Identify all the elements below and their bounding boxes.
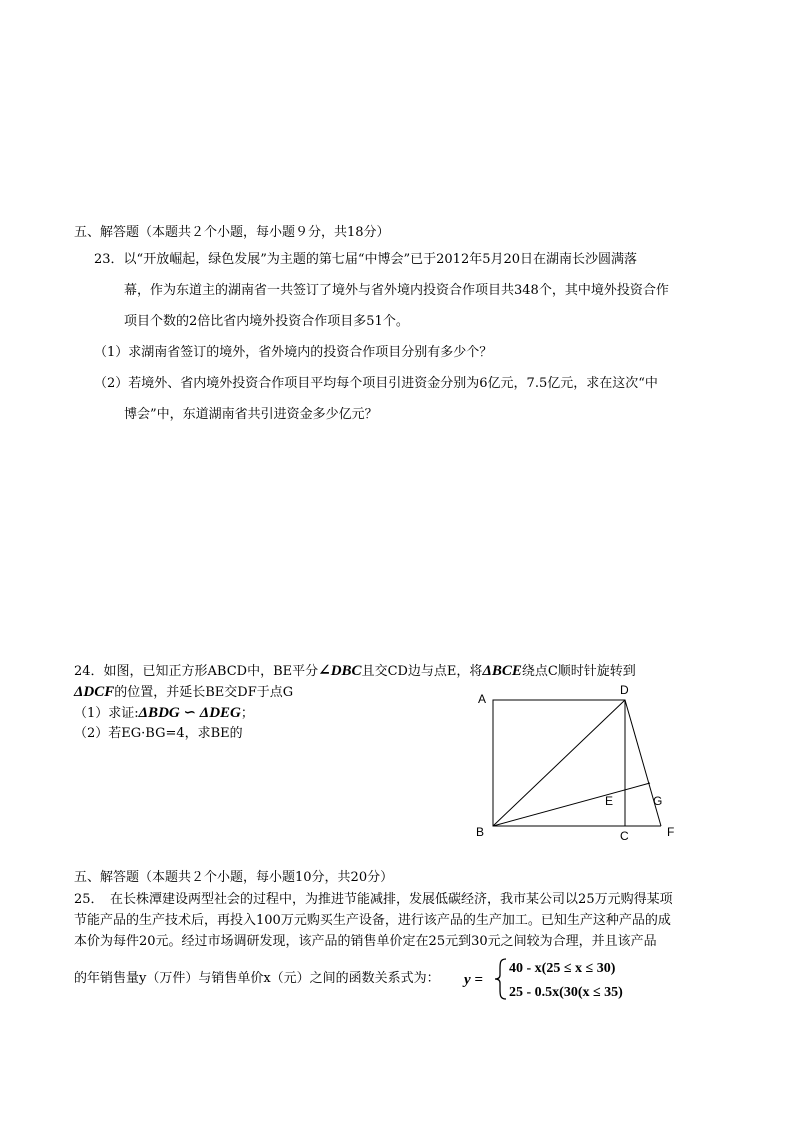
q24-line-2	[74, 684, 293, 701]
q25-line-1: 25． 在长株潭建设两型社会的过程中，为推进节能减排，发展低碳经济，我市某公司以25万元购得某项	[74, 892, 673, 907]
similar-triangles-math: ΔBDG ∽ ΔDEG	[138, 705, 241, 721]
formula-case-2: 25 - 0.5x(30(x ≤ 35)	[509, 985, 623, 1000]
q23-line-1: 23．以“开放崛起，绿色发展”为主题的第七届“中博会”已于2012年5月20日在湖南长沙圆满落	[94, 252, 638, 267]
label-f: F	[667, 825, 675, 839]
section-heading-first: 五、解答题（本题共２个小题，每小题９分，共18分）	[74, 225, 390, 240]
q24-line-1-text-b: 且交CD边与点E，将	[361, 664, 483, 679]
label-c: C	[620, 829, 629, 843]
formula-lhs: y =	[464, 972, 483, 988]
geometry-figure	[470, 680, 690, 845]
q25-line-3: 本价为每件20元。经过市场调研发现，该产品的销售单价定在25元到30元之间较为合理，并且该产品	[74, 934, 657, 949]
triangle-dcf-math: ΔDCF	[74, 684, 115, 700]
piecewise-formula	[462, 955, 662, 1003]
q24-subquestion-2: （2）若EG·BG=4，求BE的	[74, 726, 243, 741]
q24-line-1-text-c: 绕点C顺时针旋转到	[521, 664, 636, 679]
q24-sub1-end: ；	[240, 706, 254, 721]
triangle-bce-math: ΔBCE	[482, 663, 522, 679]
segment-bg	[493, 783, 650, 826]
q23-subquestion-1: （1）求湖南省签订的境外，省外境内的投资合作项目分别有多少个？	[94, 345, 493, 360]
q23-subquestion-2-line-1: （2）若境外、省内境外投资合作项目平均每个项目引进资金分别为6亿元，7.5亿元，求在这次“中	[94, 376, 658, 391]
q23-line-3: 项目个数的2倍比省内境外投资合作项目多51个。	[124, 314, 409, 329]
q24-line-1-text-a: 24．如图，已知正方形ABCD中，BE平分	[74, 664, 319, 679]
q25-line-4: 的年销售量y（万件）与销售单价x（元）之间的函数关系式为：	[74, 971, 440, 986]
left-brace-icon	[495, 959, 506, 999]
section-heading-second: 五、解答题（本题共２个小题，每小题10分，共20分）	[74, 870, 394, 885]
q25-line-2: 节能产品的生产技术后，再投入100万元购买生产设备，进行该产品的生产加工。已知生产这种产品的成	[74, 913, 671, 928]
angle-dbc-math: ∠DBC	[318, 663, 362, 679]
q23-subquestion-2-line-2: 博会”中，东道湖南省共引进资金多少亿元？	[124, 407, 378, 422]
label-e: E	[605, 794, 614, 808]
q24-line-1	[74, 663, 636, 680]
label-b: B	[476, 825, 485, 839]
formula-case-1: 40 - x(25 ≤ x ≤ 30)	[509, 961, 616, 976]
q24-subquestion-1	[74, 705, 254, 722]
label-a: A	[478, 692, 487, 706]
label-d: D	[620, 683, 629, 697]
q24-sub1-text: （1）求证:	[74, 706, 139, 721]
label-g: G	[653, 794, 663, 808]
q23-line-2: 幕，作为东道主的湖南省一共签订了境外与省外境内投资合作项目共348个，其中境外投资合作	[124, 283, 669, 298]
q24-line-2-text: 的位置，并延长BE交DF于点G	[114, 685, 294, 700]
